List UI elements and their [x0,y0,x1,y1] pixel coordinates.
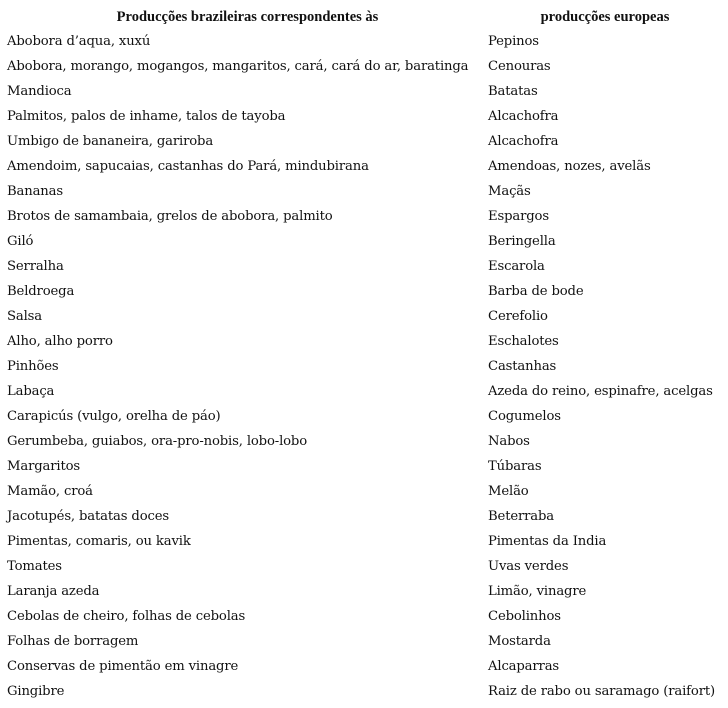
brazilian-product: Amendoim, sapucaias, castanhas do Pará, mindubirana [7,159,369,174]
table-row [7,629,722,654]
european-product: Túbaras [488,459,542,474]
table-row [7,404,722,429]
header-brazilian: Producções brazileiras correspondentes às [116,8,379,25]
european-product: Alcaparras [488,659,560,674]
brazilian-product: Mamão, croá [7,484,93,499]
brazilian-product: Pimentas, comaris, ou kavik [7,534,191,549]
brazilian-product: Laranja azeda [7,584,100,599]
table-row [7,29,722,54]
brazilian-product: Folhas de borragem [7,634,139,649]
table-row [7,129,722,154]
brazilian-product: Margaritos [7,459,81,474]
correspondence-table [7,5,722,704]
european-product: Amendoas, nozes, avelãs [488,159,651,174]
table-row [7,104,722,129]
table-row [7,154,722,179]
brazilian-product: Cebolas de cheiro, folhas de cebolas [7,609,246,624]
european-product: Cebolinhos [488,609,561,624]
european-product: Batatas [488,84,538,99]
table-row [7,529,722,554]
table-row [7,229,722,254]
table-row [7,654,722,679]
brazilian-product: Abobora d’aqua, xuxú [7,34,151,49]
table-row [7,429,722,454]
header-row [7,5,722,29]
brazilian-product: Alho, alho porro [7,334,113,349]
european-product: Pimentas da India [488,534,607,549]
european-product: Eschalotes [488,334,559,349]
brazilian-product: Pinhões [7,359,59,374]
table-row [7,79,722,104]
european-product: Maçãs [488,184,531,199]
european-product: Espargos [488,209,549,224]
header-european: producções europeas [540,8,670,25]
european-product: Uvas verdes [488,559,569,574]
european-product: Cerefolio [488,309,548,324]
brazilian-product: Jacotupés, batatas doces [7,509,169,524]
brazilian-product: Salsa [7,309,42,324]
european-product: Azeda do reino, espinafre, acelgas [488,384,713,399]
european-product: Raiz de rabo ou saramago (raifort) [488,684,715,699]
european-product: Pepinos [488,34,539,49]
european-product: Escarola [488,259,545,274]
european-product: Mostarda [488,634,551,649]
brazilian-product: Abobora, morango, mogangos, mangaritos, cará, cará do ar, baratinga [7,59,469,74]
table-row [7,354,722,379]
table-body [7,29,722,704]
brazilian-product: Serralha [7,259,64,274]
brazilian-product: Giló [7,234,34,249]
brazilian-product: Tomates [7,559,62,574]
table-row [7,679,722,704]
european-product: Melão [488,484,529,499]
european-product: Barba de bode [488,284,584,299]
table-row [7,279,722,304]
table-row [7,379,722,404]
brazilian-product: Gingibre [7,684,65,699]
brazilian-product: Palmitos, palos de inhame, talos de tayoba [7,109,286,124]
table-row [7,454,722,479]
european-product: Alcachofra [488,134,559,149]
brazilian-product: Beldroega [7,284,75,299]
brazilian-product: Carapicús (vulgo, orelha de páo) [7,409,221,424]
brazilian-product: Labaça [7,384,55,399]
european-product: Alcachofra [488,109,559,124]
table-row [7,329,722,354]
table-header [7,5,722,29]
european-product: Nabos [488,434,530,449]
brazilian-product: Conservas de pimentão em vinagre [7,659,239,674]
table-row [7,579,722,604]
table-row [7,254,722,279]
brazilian-product: Bananas [7,184,63,199]
table-row [7,204,722,229]
european-product: Beringella [488,234,556,249]
brazilian-product: Umbigo de bananeira, gariroba [7,134,214,149]
table-row [7,304,722,329]
table-row [7,504,722,529]
table-row [7,54,722,79]
european-product: Beterraba [488,509,555,524]
brazilian-product: Gerumbeba, guiabos, ora-pro-nobis, lobo-lobo [7,434,308,449]
table-row [7,554,722,579]
table-row [7,604,722,629]
european-product: Cogumelos [488,409,561,424]
brazilian-product: Brotos de samambaia, grelos de abobora, palmito [7,209,333,224]
european-product: Castanhas [488,359,557,374]
table-row [7,179,722,204]
european-product: Cenouras [488,59,551,74]
brazilian-product: Mandioca [7,84,72,99]
european-product: Limão, vinagre [488,584,587,599]
table-row [7,479,722,504]
